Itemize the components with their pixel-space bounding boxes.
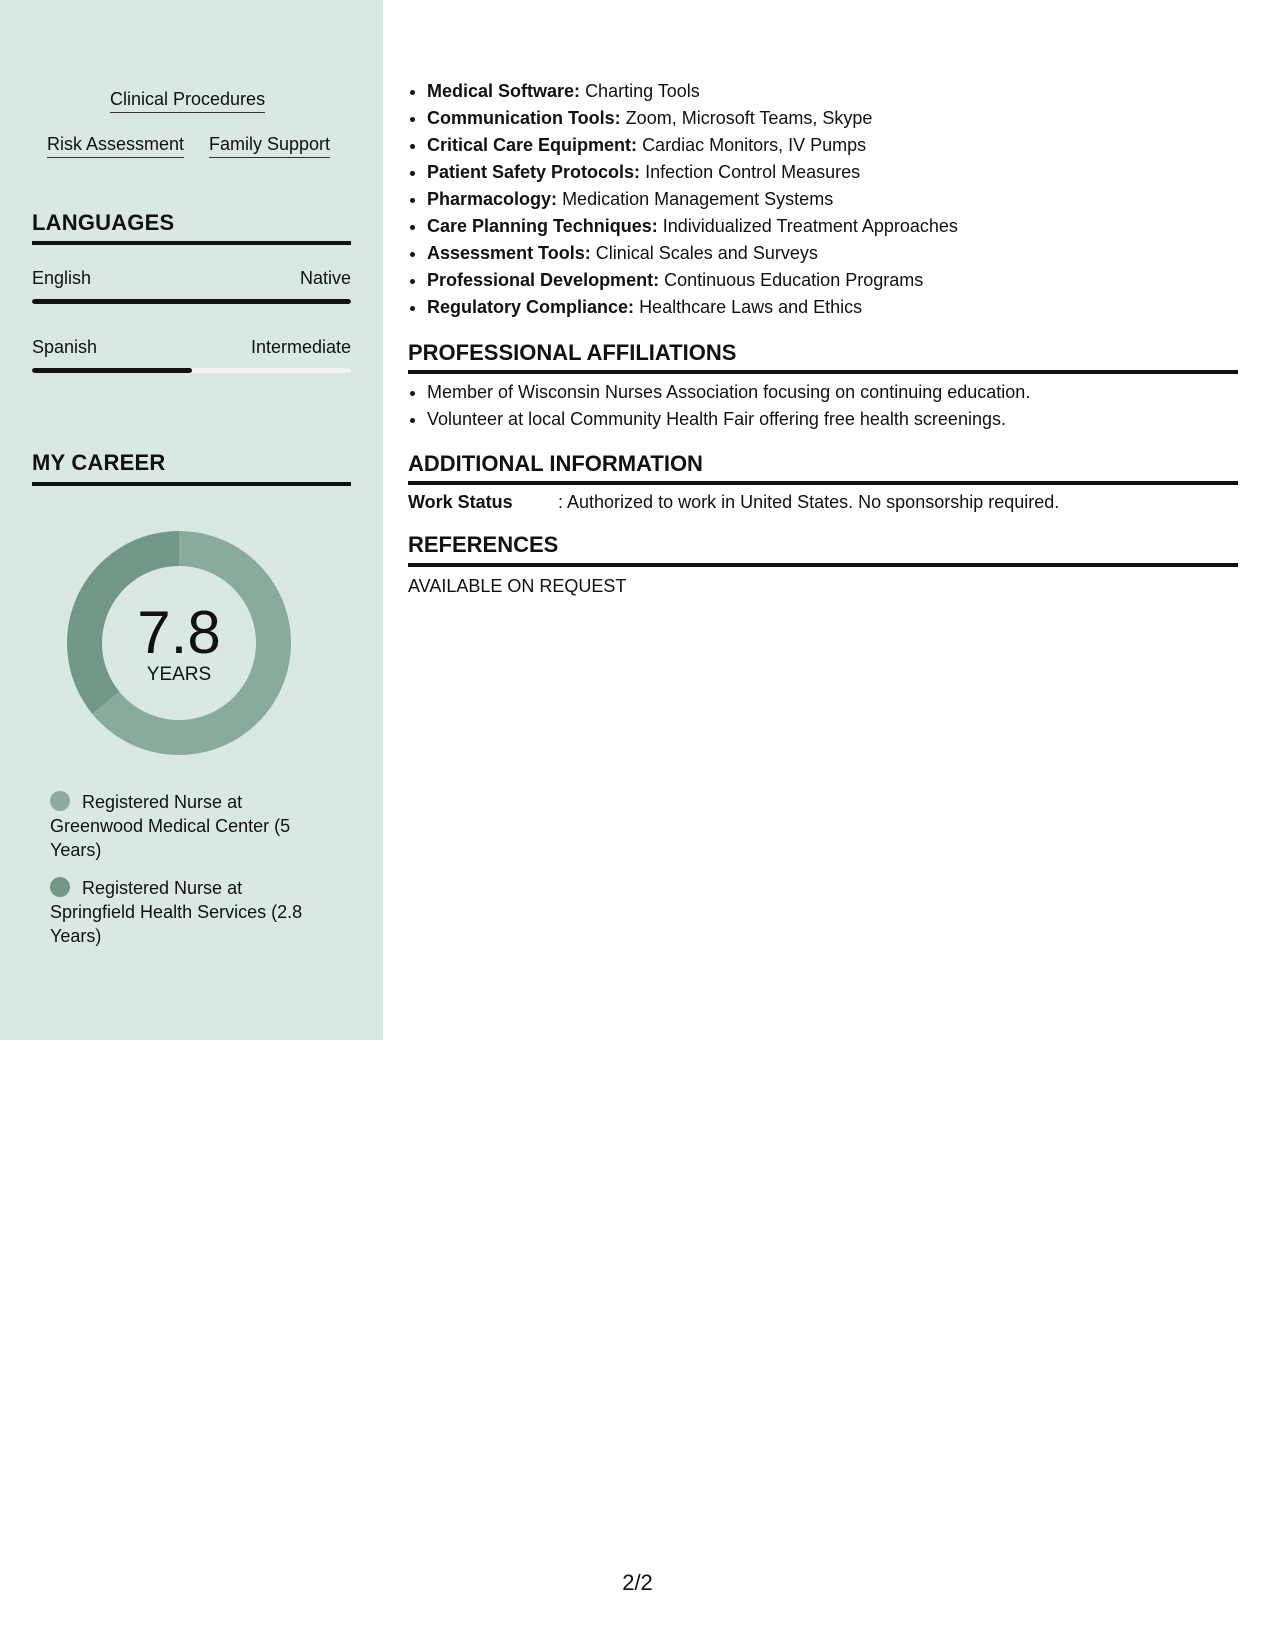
skill-value: Continuous Education Programs (664, 270, 924, 290)
skill-label: Professional Development: (427, 270, 660, 290)
language-bar-english (32, 299, 351, 304)
career-item-text: Registered Nurse at Springfield Health Services (2.8 Years) (50, 878, 303, 946)
skill-label: Medical Software: (427, 81, 581, 101)
sidebar (0, 0, 383, 1040)
skill-label: Regulatory Compliance: (427, 297, 635, 317)
skill-value: Clinical Scales and Surveys (595, 243, 818, 263)
skill-tag-clinical-procedures: Clinical Procedures (110, 89, 265, 113)
skill-label: Care Planning Techniques: (427, 216, 658, 236)
references-text: AVAILABLE ON REQUEST (408, 576, 627, 596)
career-legend-dot (50, 791, 70, 811)
language-name-spanish: Spanish (32, 337, 98, 357)
career-heading-rule (32, 482, 351, 486)
skill-label: Assessment Tools: (427, 243, 591, 263)
skill-value: Healthcare Laws and Ethics (639, 297, 863, 317)
language-bar-fill-spanish (32, 368, 192, 373)
skill-item (427, 267, 1237, 294)
skill-item (427, 78, 1237, 105)
additional-info-heading-rule (408, 481, 1238, 485)
work-status-label: Work Status (408, 492, 513, 512)
skill-value: Charting Tools (585, 81, 700, 101)
career-legend-dot (50, 877, 70, 897)
affiliations-list (408, 379, 1237, 433)
career-item-text: Registered Nurse at Greenwood Medical Center (5 Years) (50, 792, 291, 860)
skill-value: Medication Management Systems (562, 189, 834, 209)
skill-tag-risk-assessment: Risk Assessment (47, 134, 184, 158)
languages-heading: LANGUAGES (32, 210, 175, 235)
skill-item (427, 213, 1237, 240)
skill-item (427, 159, 1237, 186)
language-level-spanish: Intermediate (250, 337, 351, 357)
language-bar-spanish (32, 368, 351, 373)
language-name-english: English (32, 268, 92, 288)
skill-item (427, 294, 1237, 321)
affiliations-heading: PROFESSIONAL AFFILIATIONS (408, 340, 737, 365)
skill-value: Zoom, Microsoft Teams, Skype (625, 108, 873, 128)
language-bar-fill-english (32, 299, 351, 304)
skill-label: Critical Care Equipment: (427, 135, 638, 155)
skill-value: Individualized Treatment Approaches (662, 216, 958, 236)
affiliation-item: • Volunteer at local Community Health Fair offering free health screenings. (427, 406, 1237, 433)
career-item-springfield (50, 876, 330, 948)
skill-value: Cardiac Monitors, IV Pumps (642, 135, 867, 155)
page-number: 2/2 (622, 1570, 653, 1595)
career-total-years: 7.8 (137, 599, 221, 666)
career-item-greenwood (50, 790, 330, 862)
skill-label: Communication Tools: (427, 108, 621, 128)
skill-tag-family-support: Family Support (209, 134, 330, 158)
affiliation-item: • Member of Wisconsin Nurses Association focusing on continuing education. (427, 379, 1237, 406)
work-status-value: : Authorized to work in United States. No sponsorship required. (558, 492, 1060, 512)
skill-label: Pharmacology: (427, 189, 558, 209)
additional-info-heading: ADDITIONAL INFORMATION (408, 451, 703, 476)
skill-item (427, 186, 1237, 213)
skill-value: Infection Control Measures (645, 162, 861, 182)
affiliations-heading-rule (408, 370, 1238, 374)
skills-list (408, 78, 1237, 321)
language-level-english: Native (299, 268, 351, 288)
career-total-unit: YEARS (146, 664, 212, 685)
skill-item (427, 105, 1237, 132)
references-heading: REFERENCES (408, 532, 559, 557)
skill-label: Patient Safety Protocols: (427, 162, 641, 182)
career-heading: MY CAREER (32, 450, 166, 475)
references-heading-rule (408, 563, 1238, 567)
skill-item (427, 132, 1237, 159)
skill-item (427, 240, 1237, 267)
languages-heading-rule (32, 241, 351, 245)
